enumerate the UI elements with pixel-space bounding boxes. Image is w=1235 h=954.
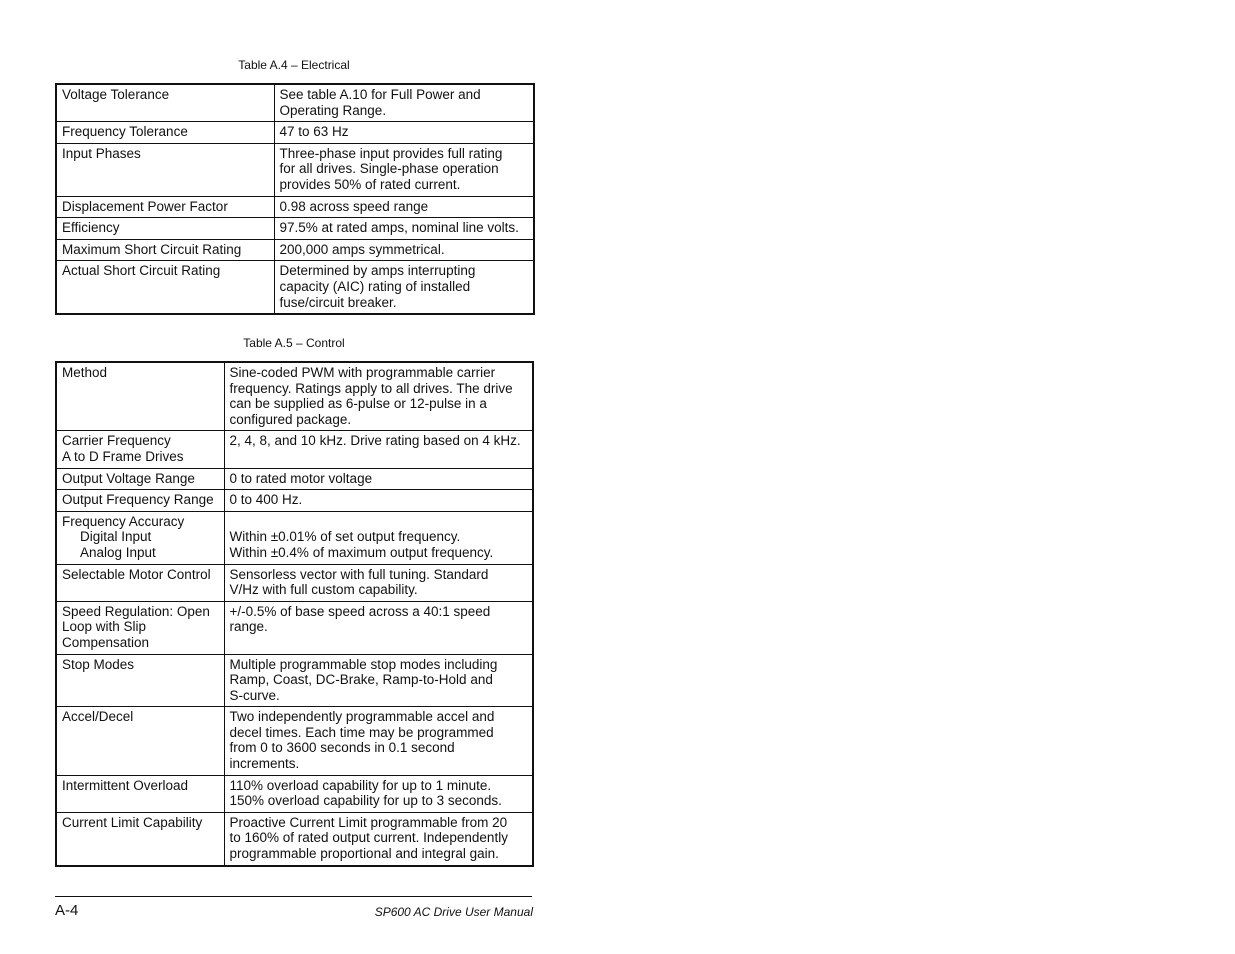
- spec-value-line: 97.5% at rated amps, nominal line volts.: [279, 220, 519, 236]
- spec-label-cell: [56, 362, 224, 431]
- spec-value-line: from 0 to 3600 seconds in 0.1 second: [229, 740, 455, 756]
- spec-value-cell: [274, 84, 534, 122]
- spec-label-cell: [56, 564, 224, 601]
- spec-label-cell: [56, 143, 274, 196]
- spec-value-cell: [224, 468, 533, 490]
- spec-label-line: Stop Modes: [62, 656, 135, 672]
- spec-value-line: 47 to 63 Hz: [279, 124, 349, 140]
- spec-label-cell: [56, 218, 274, 240]
- table-row: [56, 122, 534, 144]
- table-caption-electrical: Table A.4 – Electrical: [238, 58, 350, 72]
- spec-value-cell: [274, 196, 534, 218]
- spec-label-cell: [56, 707, 224, 775]
- table-row: [56, 143, 534, 196]
- control-spec-table: [55, 361, 534, 867]
- spec-value-line: can be supplied as 6-pulse or 12-pulse in a: [229, 396, 487, 412]
- spec-value-line: Within ±0.4% of maximum output frequency.: [229, 544, 494, 560]
- spec-label-cell: [56, 812, 224, 865]
- control-table-body: [56, 362, 533, 866]
- spec-value-cell: [224, 490, 533, 512]
- spec-value-line: to 160% of rated output current. Independently: [229, 830, 508, 846]
- table-row: [56, 812, 533, 865]
- spec-label-cell: [56, 122, 274, 144]
- spec-label-line: Analog Input: [80, 544, 156, 560]
- spec-label-line: Efficiency: [62, 220, 120, 236]
- spec-value-line: [230, 514, 529, 530]
- spec-value-line: Operating Range.: [279, 102, 387, 118]
- spec-value-cell: [224, 431, 533, 468]
- spec-value-line: 0.98 across speed range: [279, 198, 429, 214]
- table-row: [56, 362, 533, 431]
- page-number: A-4: [55, 902, 79, 919]
- spec-value-line: S-curve.: [229, 687, 280, 703]
- spec-value-line: Two independently programmable accel and: [229, 709, 495, 725]
- spec-value-line: decel times. Each time may be programmed: [229, 724, 494, 740]
- table-row: [56, 239, 534, 261]
- table-row: [56, 261, 534, 314]
- spec-label-line: Frequency Tolerance: [62, 124, 188, 140]
- spec-value-line: See table A.10 for Full Power and: [279, 87, 481, 102]
- spec-label-cell: [56, 468, 224, 490]
- spec-label-line: Actual Short Circuit Rating: [62, 263, 221, 279]
- spec-label-line: Carrier Frequency: [62, 433, 171, 449]
- spec-value-line: V/Hz with full custom capability.: [229, 582, 418, 598]
- table-row: [56, 601, 533, 654]
- spec-label-line: Speed Regulation: Open: [62, 603, 210, 619]
- table-row: [56, 431, 533, 468]
- spec-value-line: Sensorless vector with full tuning. Standard: [229, 566, 489, 582]
- table-row: [56, 218, 534, 240]
- spec-value-line: 150% overload capability for up to 3 seconds.: [229, 793, 502, 809]
- spec-value-line: for all drives. Single-phase operation: [279, 161, 499, 177]
- manual-title: SP600 AC Drive User Manual: [374, 905, 533, 919]
- table-row: [56, 196, 534, 218]
- spec-label-cell: [56, 775, 224, 812]
- footer-divider: [55, 896, 532, 897]
- spec-label-cell: [56, 490, 224, 512]
- spec-label-cell: [56, 601, 224, 654]
- spec-label-cell: [56, 431, 224, 468]
- spec-label-line: Accel/Decel: [62, 709, 134, 725]
- spec-value-cell: [274, 218, 534, 240]
- spec-value-cell: [224, 601, 533, 654]
- spec-value-cell: [224, 362, 533, 431]
- spec-label-cell: [56, 654, 224, 707]
- spec-label-line: Displacement Power Factor: [62, 198, 228, 214]
- table-row: [56, 654, 533, 707]
- spec-value-line: 200,000 amps symmetrical.: [279, 241, 445, 257]
- spec-label-line: Current Limit Capability: [62, 814, 203, 830]
- table-row: [56, 707, 533, 775]
- electrical-table-body: [56, 84, 534, 314]
- spec-value-cell: [224, 707, 533, 775]
- spec-label-cell: [56, 196, 274, 218]
- spec-value-cell: [274, 143, 534, 196]
- spec-value-line: range.: [229, 619, 268, 635]
- spec-value-line: Multiple programmable stop modes including: [229, 656, 498, 672]
- spec-label-line: Method: [62, 365, 108, 380]
- table-row: [56, 468, 533, 490]
- table-row: [56, 775, 533, 812]
- spec-value-line: 0 to rated motor voltage: [229, 470, 373, 486]
- spec-label-line: Output Frequency Range: [62, 492, 214, 508]
- spec-label-line: Frequency Accuracy: [62, 513, 185, 529]
- spec-value-line: Three-phase input provides full rating: [279, 145, 503, 161]
- spec-value-cell: [224, 775, 533, 812]
- spec-label-line: Voltage Tolerance: [62, 87, 170, 102]
- electrical-spec-table: [55, 83, 535, 315]
- table-row: [56, 84, 534, 122]
- spec-value-cell: [224, 564, 533, 601]
- spec-value-line: 0 to 400 Hz.: [229, 492, 303, 508]
- spec-value-line: Ramp, Coast, DC-Brake, Ramp-to-Hold and: [229, 672, 493, 688]
- spec-value-line: programmable proportional and integral gain.: [229, 846, 499, 862]
- spec-label-cell: [56, 511, 224, 564]
- spec-label-cell: [56, 84, 274, 122]
- table-caption-control: Table A.5 – Control: [243, 336, 345, 350]
- table-row: [56, 490, 533, 512]
- spec-value-line: 2, 4, 8, and 10 kHz. Drive rating based on 4 kHz.: [229, 433, 521, 449]
- spec-label-line: Intermittent Overload: [62, 777, 189, 793]
- table-row: [56, 511, 533, 564]
- spec-label-line: Compensation: [62, 634, 150, 650]
- spec-value-line: configured package.: [229, 411, 352, 427]
- spec-value-line: capacity (AIC) rating of installed: [279, 278, 471, 294]
- spec-label-line: Selectable Motor Control: [62, 566, 211, 582]
- spec-value-cell: [224, 654, 533, 707]
- spec-value-cell: [224, 511, 533, 564]
- spec-value-cell: [274, 261, 534, 314]
- spec-label-line: Maximum Short Circuit Rating: [62, 241, 242, 257]
- spec-value-line: provides 50% of rated current.: [279, 176, 461, 192]
- spec-value-line: Within ±0.01% of set output frequency.: [229, 529, 461, 545]
- spec-label-line: Loop with Slip: [62, 619, 147, 635]
- spec-value-cell: [224, 812, 533, 865]
- spec-label-line: Output Voltage Range: [62, 470, 195, 486]
- spec-value-line: Proactive Current Limit programmable from 20: [229, 814, 508, 830]
- spec-value-line: 110% overload capability for up to 1 minute.: [229, 777, 492, 793]
- spec-label-cell: [56, 261, 274, 314]
- spec-value-line: +/-0.5% of base speed across a 40:1 speed: [229, 603, 491, 619]
- spec-value-line: fuse/circuit breaker.: [279, 294, 397, 310]
- spec-label-cell: [56, 239, 274, 261]
- spec-label-line: A to D Frame Drives: [62, 448, 184, 464]
- spec-value-cell: [274, 122, 534, 144]
- spec-label-line: Digital Input: [80, 529, 152, 545]
- table-row: [56, 564, 533, 601]
- spec-value-line: Sine-coded PWM with programmable carrier: [229, 365, 496, 380]
- spec-value-cell: [274, 239, 534, 261]
- spec-value-line: increments.: [229, 756, 300, 772]
- spec-value-line: frequency. Ratings apply to all drives. The drive: [229, 380, 513, 396]
- spec-value-line: Determined by amps interrupting: [279, 263, 476, 279]
- spec-label-line: Input Phases: [62, 145, 141, 161]
